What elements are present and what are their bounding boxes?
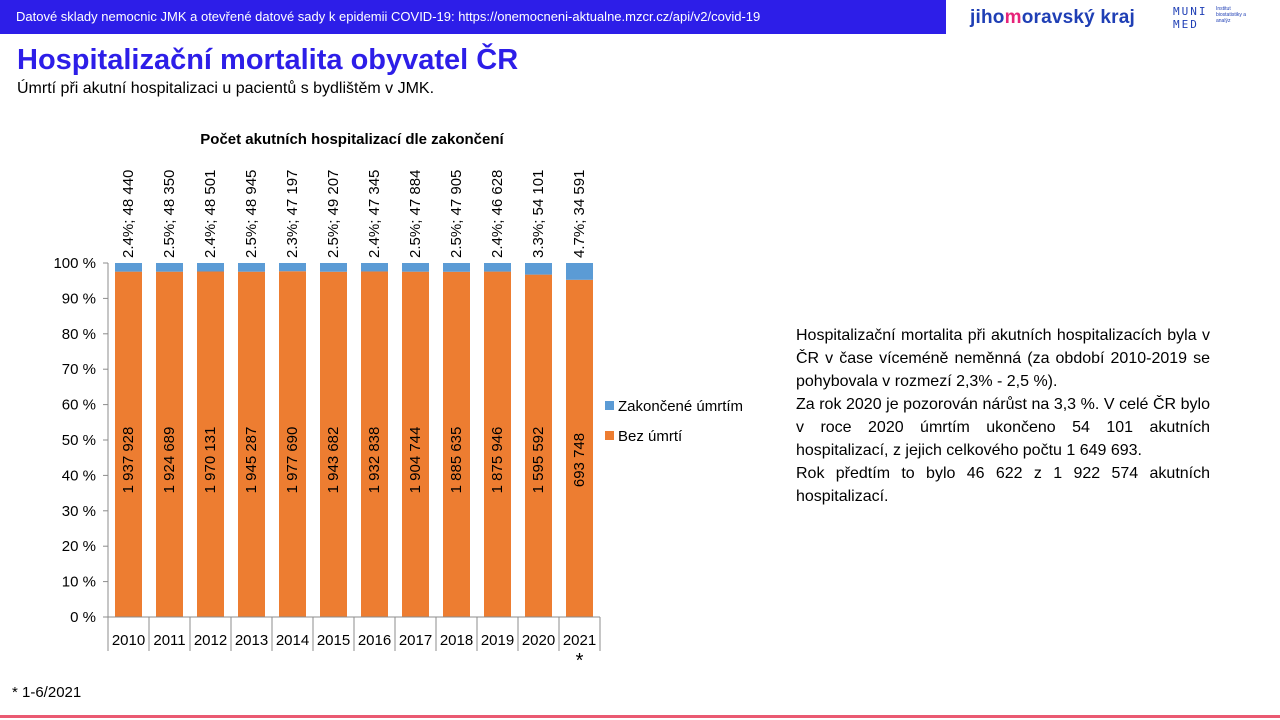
bar-death-label: 2.5%; 48 350 xyxy=(161,169,178,258)
y-tick-label: 60 % xyxy=(61,396,96,414)
description-paragraph: Hospitalizační mortalita při akutních hospitalizacích byla v ČR v čase víceméně neměnná (za období 2010-2019 se pohybovala v rozmezí 2,3% - 2,5 %). xyxy=(796,327,1210,390)
bar-death-label: 2.5%; 47 905 xyxy=(448,169,465,258)
muni-logo-line2: MED xyxy=(1173,18,1199,31)
bar-value-label: 1 977 690 xyxy=(284,426,301,494)
bar-value-label: 693 748 xyxy=(571,432,588,488)
source-banner-text: Datové sklady nemocnic JMK a otevřené datové sady k epidemii COVID-19: https://onemocneni-aktualne.mzcr.cz/api/v2/covid-19 xyxy=(16,9,761,24)
muni-logo-line1: MUNI xyxy=(1173,5,1208,18)
bar-value-label: 1 924 689 xyxy=(161,426,178,494)
page-title: Hospitalizační mortalita obyvatel ČR xyxy=(17,44,519,76)
bar-value-label: 1 875 946 xyxy=(489,426,506,494)
x-tick-label: 2018 xyxy=(439,632,474,649)
jmk-logo-part1: jiho xyxy=(970,7,1005,28)
x-tick-label: 2017 xyxy=(398,632,433,649)
y-axis xyxy=(53,255,108,626)
bar-zakoncene-umrtim xyxy=(402,263,429,272)
bottom-divider xyxy=(0,715,1280,718)
footnote: * 1-6/2021 xyxy=(12,684,82,701)
legend-label: Zakončené úmrtím xyxy=(618,398,744,415)
x-tick-label: 2011 xyxy=(153,632,186,649)
jmk-logo-accent: m xyxy=(1004,7,1022,28)
y-tick-label: 80 % xyxy=(61,325,96,343)
description-paragraph: Rok předtím to bylo 46 622 z 1 922 574 akutních hospitalizací. xyxy=(796,465,1210,505)
bar-value-label: 1 943 682 xyxy=(325,426,342,494)
bar-death-label: 3.3%; 54 101 xyxy=(530,169,547,258)
legend-swatch xyxy=(605,431,614,440)
x-tick-label: 2012 xyxy=(193,632,228,649)
bar-zakoncene-umrtim xyxy=(279,263,306,271)
bar-zakoncene-umrtim xyxy=(156,263,183,272)
y-tick-label: 40 % xyxy=(61,467,96,485)
bar-value-label: 1 970 131 xyxy=(202,426,219,494)
bar-value-label: 1 904 744 xyxy=(407,426,424,494)
x-tick-label: 2021 xyxy=(562,632,597,649)
muni-med-logo xyxy=(1173,5,1208,31)
chart-title: Počet akutních hospitalizací dle zakončení xyxy=(200,131,504,148)
x-tick-label: 2015 xyxy=(316,632,351,649)
bar-value-label: 1 595 592 xyxy=(530,426,547,494)
page-subtitle: Úmrtí při akutní hospitalizaci u pacientů s bydlištěm v JMK. xyxy=(17,80,435,97)
jmk-logo xyxy=(970,7,1135,29)
x-tick-footnote-marker: * xyxy=(575,650,584,672)
bar-value-label: 1 937 928 xyxy=(120,426,137,494)
bar-zakoncene-umrtim xyxy=(525,263,552,275)
bar-zakoncene-umrtim xyxy=(238,263,265,272)
bar-death-label: 2.4%; 48 501 xyxy=(202,169,219,258)
bar-death-label: 2.5%; 48 945 xyxy=(243,169,260,258)
bars xyxy=(115,263,593,617)
bar-zakoncene-umrtim xyxy=(361,263,388,271)
bar-zakoncene-umrtim xyxy=(115,263,142,272)
x-tick-label: 2020 xyxy=(521,632,556,649)
x-tick-label: 2016 xyxy=(357,632,392,649)
x-axis xyxy=(108,617,600,672)
data-labels xyxy=(120,170,588,494)
x-tick-label: 2013 xyxy=(234,632,269,649)
legend xyxy=(605,398,743,445)
bar-death-label: 2.4%; 47 345 xyxy=(366,169,383,258)
x-tick-label: 2010 xyxy=(111,632,146,649)
bar-death-label: 2.5%; 47 884 xyxy=(407,169,424,258)
bar-death-label: 2.4%; 48 440 xyxy=(120,169,137,258)
bar-zakoncene-umrtim xyxy=(443,263,470,272)
bar-death-label: 2.4%; 46 628 xyxy=(489,169,506,258)
legend-label: Bez úmrtí xyxy=(618,428,683,445)
bar-death-label: 2.3%; 47 197 xyxy=(284,169,301,258)
x-tick-label: 2014 xyxy=(275,632,310,649)
y-tick-label: 90 % xyxy=(61,290,96,308)
bar-death-label: 4.7%; 34 591 xyxy=(571,169,588,258)
bar-zakoncene-umrtim xyxy=(566,263,593,280)
y-tick-label: 50 % xyxy=(61,432,96,449)
bar-zakoncene-umrtim xyxy=(484,263,511,272)
description xyxy=(796,324,1210,508)
jmk-logo-part2: oravský kraj xyxy=(1021,7,1136,28)
y-tick-label: 70 % xyxy=(61,361,96,379)
bar-value-label: 1 885 635 xyxy=(448,426,465,494)
bar-zakoncene-umrtim xyxy=(320,263,347,272)
bar-zakoncene-umrtim xyxy=(197,263,224,272)
y-tick-label: 30 % xyxy=(61,502,96,520)
bar-value-label: 1 932 838 xyxy=(366,426,383,494)
y-tick-label: 100 % xyxy=(53,255,96,272)
y-tick-label: 0 % xyxy=(70,609,96,626)
bar-value-label: 1 945 287 xyxy=(243,426,260,494)
x-tick-label: 2019 xyxy=(480,632,515,649)
y-tick-label: 10 % xyxy=(61,573,96,591)
description-paragraph: Za rok 2020 je pozorován nárůst na 3,3 %. V celé ČR bylo v roce 2020 úmrtím ukončeno 54 101 akutních hospitalizací, z jejich celkového počtu 1 649 693. xyxy=(796,396,1210,459)
bar-death-label: 2.5%; 49 207 xyxy=(325,169,342,258)
muni-institute-label: Institut biostatistiky a analýz xyxy=(1216,6,1247,24)
y-tick-label: 20 % xyxy=(61,538,96,556)
legend-swatch xyxy=(605,401,614,410)
